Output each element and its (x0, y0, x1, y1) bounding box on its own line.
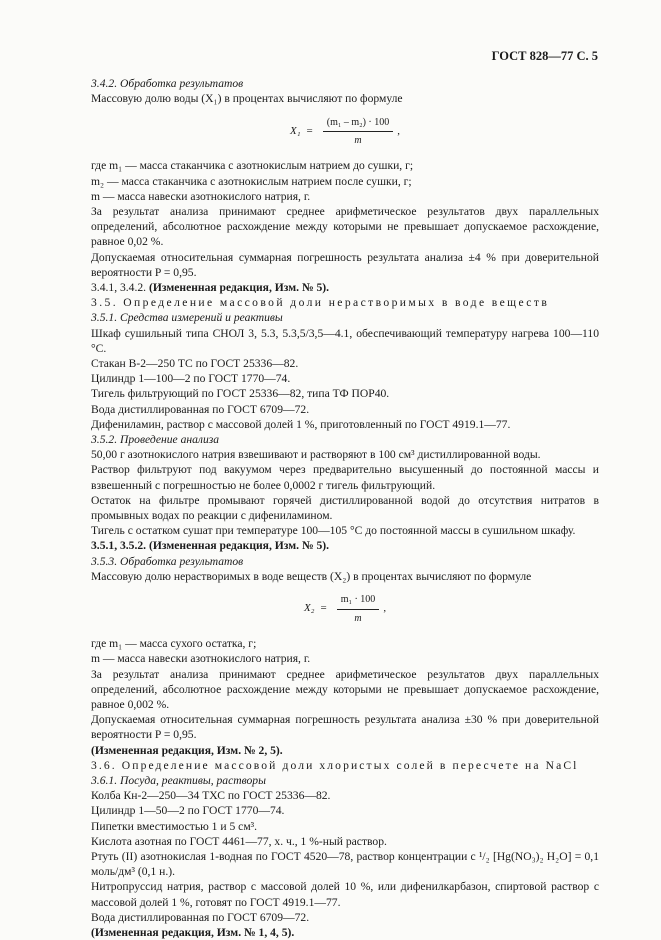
formula-tail: , (383, 602, 387, 615)
amendment-note: (Измененная редакция, Изм. № 2, 5). (91, 743, 283, 757)
amendment-text: 3.4.1, 3.4.2. (Измененная редакция, Изм. № 5). (91, 281, 330, 295)
formula-x2 (91, 592, 599, 626)
paragraph: Вода дистиллированная по ГОСТ 6709—72. (91, 910, 310, 924)
section-3-5-1-title: 3.5.1. Средства измерений и реактивы (91, 311, 283, 325)
paragraph: Допускаемая относительная суммарная погрешность результата анализа ±4 % при доверительной вероятности P = 0,95. (91, 250, 599, 279)
section-3-4-2-title: 3.4.2. Обработка результатов (91, 77, 244, 90)
formula-x1 (91, 114, 599, 148)
amendment-note: 3.5.1, 3.5.2. (Измененная редакция, Изм. № 5). (91, 539, 330, 553)
formula-fraction (323, 115, 394, 148)
formula-eq: = (320, 602, 327, 615)
where-item: m — масса навески азотнокислого натрия, г. (91, 652, 311, 666)
formula-lhs: X₁ (289, 124, 301, 137)
formula-lhs: X₂ (303, 602, 315, 615)
paragraph: Шкаф сушильный типа СНОЛ 3, 5.3, 5.3,5/3,5—4.1, обеспечивающий температуру нагрева 100—110 °С. (91, 326, 599, 355)
paragraph: Цилиндр 1—100—2 по ГОСТ 1770—74. (91, 372, 291, 386)
formula-fraction (337, 592, 380, 625)
formula-denominator: m (354, 134, 362, 146)
paragraph: Допускаемая относительная суммарная погрешность результата анализа ±30 % при доверительной вероятности P = 0,95. (91, 713, 599, 742)
formula-numerator: (m₁ – m₂) · 100 (323, 115, 394, 132)
amendment-note: (Измененная редакция, Изм. № 1, 4, 5). (91, 925, 295, 939)
paragraph: За результат анализа принимают среднее арифметическое результатов двух параллельных определений, абсолютное расхождение между которыми не превышает допускаемое расхождение, равное 0,002 %. (91, 667, 599, 711)
paragraph: Массовую долю нерастворимых в воде веществ (X₂) в процентах вычисляют по формуле (91, 569, 532, 583)
paragraph: Массовую долю воды (X₁) в процентах вычисляют по формуле (91, 92, 403, 106)
where-item: m — масса навески азотнокислого натрия, г. (91, 189, 311, 203)
section-3-6-title: 3.6. Определение массовой доли хлористых солей в пересчете на NaCl (91, 758, 579, 772)
document-body (91, 76, 599, 940)
paragraph: За результат анализа принимают среднее арифметическое результатов двух параллельных определений, абсолютное расхождение между которыми не превышает допускаемое расхождение, равное 0,02 %. (91, 205, 599, 249)
paragraph: 50,00 г азотнокислого натрия взвешивают и растворяют в 100 см³ дистиллированной воды. (91, 448, 541, 462)
paragraph: Остаток на фильтре промывают горячей дистиллированной водой до отсутствия нитратов в промывных водах по реакции с дифениламином. (91, 493, 599, 523)
where-item: m₂ — масса стаканчика с азотнокислым натрием после сушки, г; (91, 174, 412, 188)
paragraph: Пипетки вместимостью 1 и 5 см³. (91, 819, 258, 833)
paragraph: Колба Кн-2—250—34 ТХС по ГОСТ 25336—82. (91, 789, 331, 803)
paragraph: Тигель с остатком сушат при температуре 100—105 °С до постоянной массы в сушильном шкафу. (91, 524, 576, 538)
page-header: ГОСТ 828—77 С. 5 (491, 49, 598, 63)
section-3-5-3-title: 3.5.3. Обработка результатов (91, 554, 244, 568)
paragraph: Нитропруссид натрия, раствор с массовой долей 10 %, или дифенилкарбазон, спиртовой раствор с массовой долей 1 %, готовят по ГОСТ 4919.1—77. (91, 880, 599, 909)
paragraph: Раствор фильтруют под вакуумом через предварительно высушенный до постоянной массы и взвешенный с погрешностью не более 0,0002 г тигель фильтрующий. (91, 463, 599, 492)
paragraph: Ртуть (II) азотнокислая 1-водная по ГОСТ 4520—78, раствор концентрации c ¹/₂ [Hg(NO₃)₂ H₂O] = 0,1 моль/дм³ (0,1 н.). (91, 849, 599, 879)
paragraph: Кислота азотная по ГОСТ 4461—77, х. ч., 1 %-ный раствор. (91, 834, 387, 848)
where-list-1 (91, 158, 599, 204)
paragraph: Дифениламин, раствор с массовой долей 1 %, приготовленный по ГОСТ 4919.1—77. (91, 417, 511, 431)
formula-eq: = (306, 124, 313, 137)
section-3-5-title: 3.5. Определение массовой доли нерастворимых в воде веществ (91, 296, 550, 310)
paragraph: Вода дистиллированная по ГОСТ 6709—72. (91, 402, 310, 416)
paragraph: Тигель фильтрующий по ГОСТ 25336—82, типа ТФ ПОР40. (91, 387, 390, 401)
amendment-note (91, 280, 599, 295)
section-3-5-2-title: 3.5.2. Проведение анализа (91, 433, 220, 447)
where-item: где m₁ — масса сухого остатка, г; (91, 637, 257, 651)
paragraph: Стакан В-2—250 ТС по ГОСТ 25336—82. (91, 357, 299, 371)
formula-tail: , (397, 124, 401, 137)
paragraph: Цилиндр 1—50—2 по ГОСТ 1770—74. (91, 804, 285, 818)
section-3-6-1-title: 3.6.1. Посуда, реактивы, растворы (91, 773, 266, 787)
formula-denominator: m (354, 612, 362, 624)
where-item: где m₁ — масса стаканчика с азотнокислым натрием до сушки, г; (91, 159, 414, 173)
formula-numerator: m₁ · 100 (337, 592, 380, 609)
where-list-2 (91, 636, 599, 666)
